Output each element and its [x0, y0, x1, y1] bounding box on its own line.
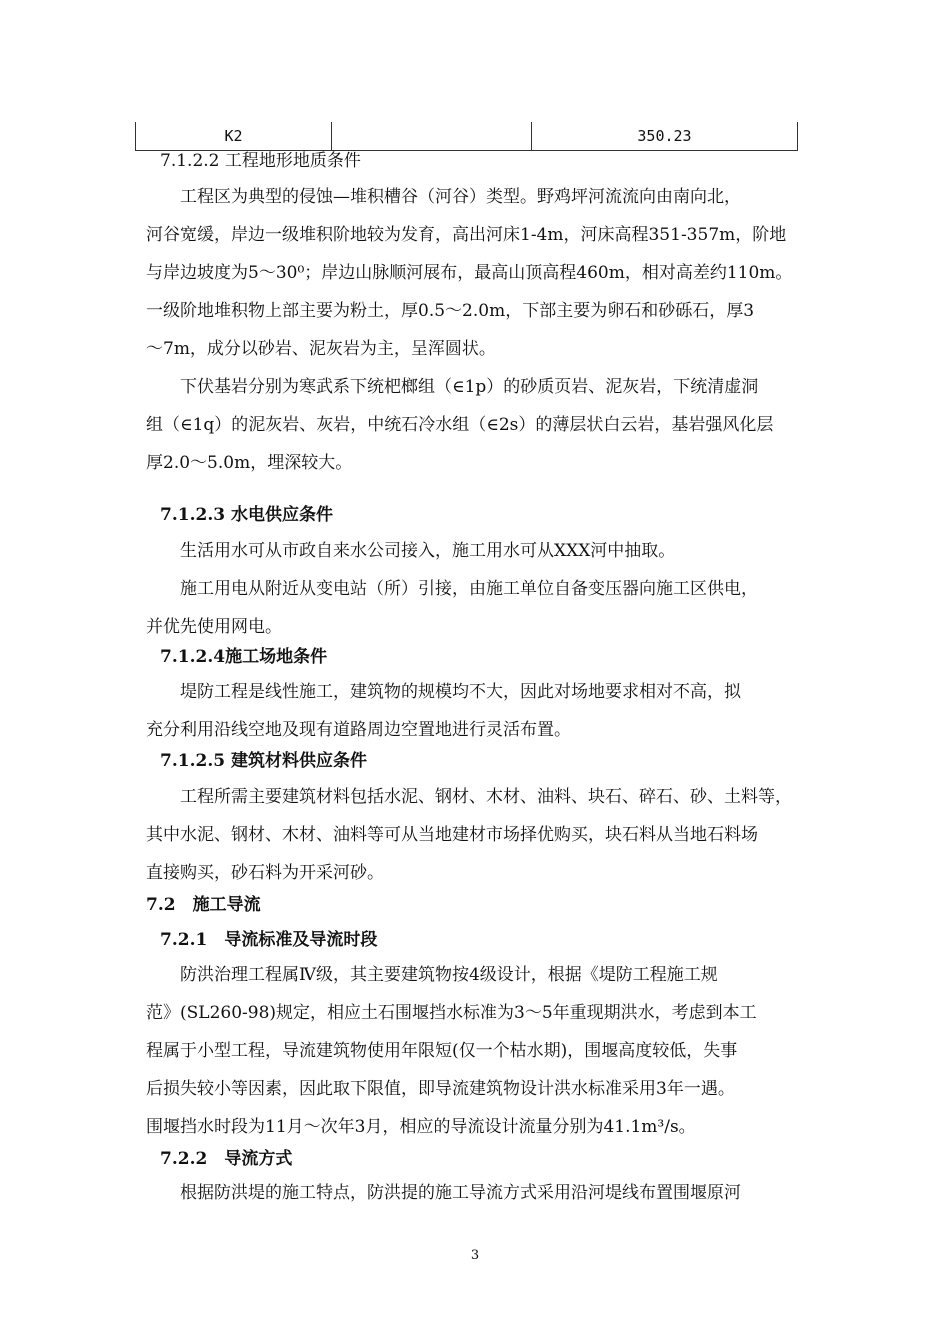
paragraph-line: 围堰挡水时段为11月～次年3月，相应的导流设计流量分别为41.1m³/s。 — [146, 1117, 696, 1137]
paragraph-line: 后损失较小等因素，因此取下限值，即导流建筑物设计洪水标准采用3年一遇。 — [146, 1079, 735, 1099]
paragraph-line: 河谷宽缓，岸边一级堆积阶地较为发育，高出河床1-4m，河床高程351-357m，阶地 — [146, 225, 787, 245]
table-cell-empty — [332, 122, 532, 150]
table-row — [135, 122, 798, 151]
page-number: 3 — [470, 1248, 480, 1263]
paragraph-line: 生活用水可从市政自来水公司接入，施工用水可从XXX河中抽取。 — [180, 541, 676, 561]
paragraph-line: 下伏基岩分别为寒武系下统杷榔组（∈1p）的砂质页岩、泥灰岩，下统清虚洞 — [180, 377, 759, 397]
paragraph-line: 其中水泥、钢材、木材、油料等可从当地建材市场择优购买，块石料从当地石料场 — [146, 825, 758, 845]
paragraph-line: 工程所需主要建筑材料包括水泥、钢材、木材、油料、块石、碎石、砂、土料等， — [180, 787, 792, 807]
paragraph-line: 与岸边坡度为5～30⁰；岸边山脉顺河展布，最高山顶高程460m，相对高差约110m。 — [146, 263, 793, 283]
paragraph-line: 组（∈1q）的泥灰岩、灰岩，中统石冷水组（∈2s）的薄层状白云岩，基岩强风化层 — [146, 415, 774, 435]
paragraph-line: 防洪治理工程属Ⅳ级，其主要建筑物按4级设计，根据《堤防工程施工规 — [180, 965, 718, 985]
section-heading-722: 7.2.2 导流方式 — [160, 1149, 293, 1169]
section-heading-7125: 7.1.2.5 建筑材料供应条件 — [160, 751, 367, 771]
paragraph-line: 工程区为典型的侵蚀—堆积槽谷（河谷）类型。野鸡坪河流流向由南向北， — [180, 187, 741, 207]
paragraph-line: 范》(SL260-98)规定，相应土石围堰挡水标准为3～5年重现期洪水，考虑到本工 — [146, 1003, 757, 1023]
section-heading-7124: 7.1.2.4施工场地条件 — [160, 647, 328, 667]
paragraph-line: 充分利用沿线空地及现有道路周边空置地进行灵活布置。 — [146, 720, 571, 740]
section-heading-7123: 7.1.2.3 水电供应条件 — [160, 505, 333, 525]
paragraph-line: 直接购买，砂石料为开采河砂。 — [146, 863, 384, 883]
paragraph-line: ～7m，成分以砂岩、泥灰岩为主，呈浑圆状。 — [146, 339, 496, 359]
section-heading-721: 7.2.1 导流标准及导流时段 — [160, 930, 378, 950]
table-cell-station: K2 — [136, 122, 332, 150]
paragraph-line: 厚2.0～5.0m，埋深较大。 — [146, 453, 353, 473]
paragraph-line: 并优先使用网电。 — [146, 617, 282, 637]
section-heading-72: 7.2 施工导流 — [146, 895, 261, 915]
paragraph-line: 程属于小型工程，导流建筑物使用年限短(仅一个枯水期)，围堰高度较低，失事 — [146, 1041, 738, 1061]
paragraph-line: 根据防洪堤的施工特点，防洪提的施工导流方式采用沿河堤线布置围堰原河 — [180, 1183, 741, 1203]
paragraph-line: 堤防工程是线性施工，建筑物的规模均不大，因此对场地要求相对不高，拟 — [180, 682, 741, 702]
section-heading-7122: 7.1.2.2 工程地形地质条件 — [160, 151, 361, 171]
paragraph-line: 一级阶地堆积物上部主要为粉土，厚0.5～2.0m，下部主要为卵石和砂砾石，厚3 — [146, 301, 755, 321]
table-cell-elevation: 350.23 — [637, 127, 692, 145]
paragraph-line: 施工用电从附近从变电站（所）引接，由施工单位自备变压器向施工区供电， — [180, 579, 758, 599]
